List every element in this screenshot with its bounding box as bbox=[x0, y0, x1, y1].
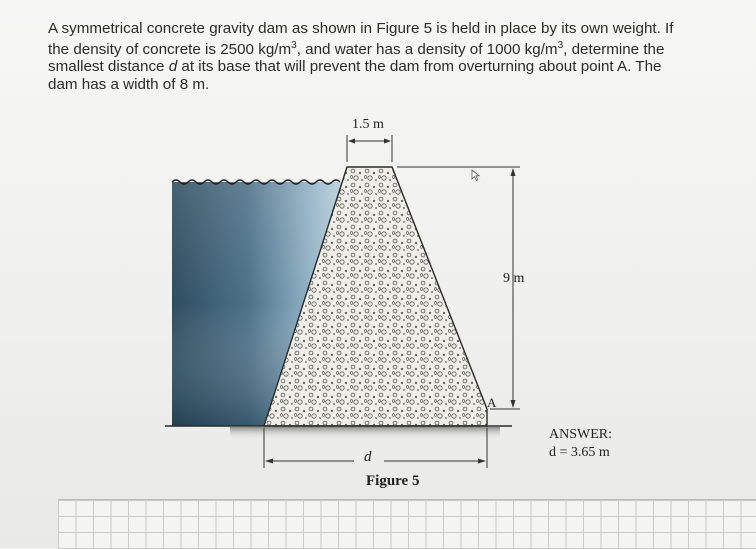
grid-paper-strip bbox=[58, 499, 756, 549]
height-arrow-bottom bbox=[511, 400, 516, 408]
ground-shading bbox=[230, 427, 500, 439]
answer-heading: ANSWER: bbox=[549, 427, 612, 442]
height-arrow-top bbox=[511, 168, 516, 176]
top-width-arrow-left bbox=[348, 139, 355, 144]
problem-line-3: smallest distance d at its base that will prevent the dam from overturning about point A. The bbox=[48, 58, 662, 76]
top-width-arrow-right bbox=[384, 139, 391, 144]
height-label: 9 m bbox=[503, 271, 525, 286]
base-length-label: d bbox=[364, 449, 372, 465]
problem-line-1: A symmetrical concrete gravity dam as shown in Figure 5 is held in place by its own weight. If bbox=[48, 20, 674, 37]
answer-block bbox=[549, 426, 612, 462]
top-width-label: 1.5 m bbox=[352, 117, 384, 132]
base-arrow-left bbox=[265, 459, 273, 464]
base-arrow-right bbox=[478, 459, 486, 464]
mouse-cursor-icon bbox=[472, 170, 479, 181]
answer-value: d = 3.65 m bbox=[549, 445, 610, 460]
problem-line-2: the density of concrete is 2500 $kg/m^3$, and water has a density of 1000 $kg/m^3$, determine the bbox=[48, 40, 665, 59]
pivot-point-label: A bbox=[487, 395, 497, 410]
figure-caption: Figure 5 bbox=[366, 473, 420, 489]
problem-line-4: dam has a width of 8 m. bbox=[48, 75, 210, 93]
